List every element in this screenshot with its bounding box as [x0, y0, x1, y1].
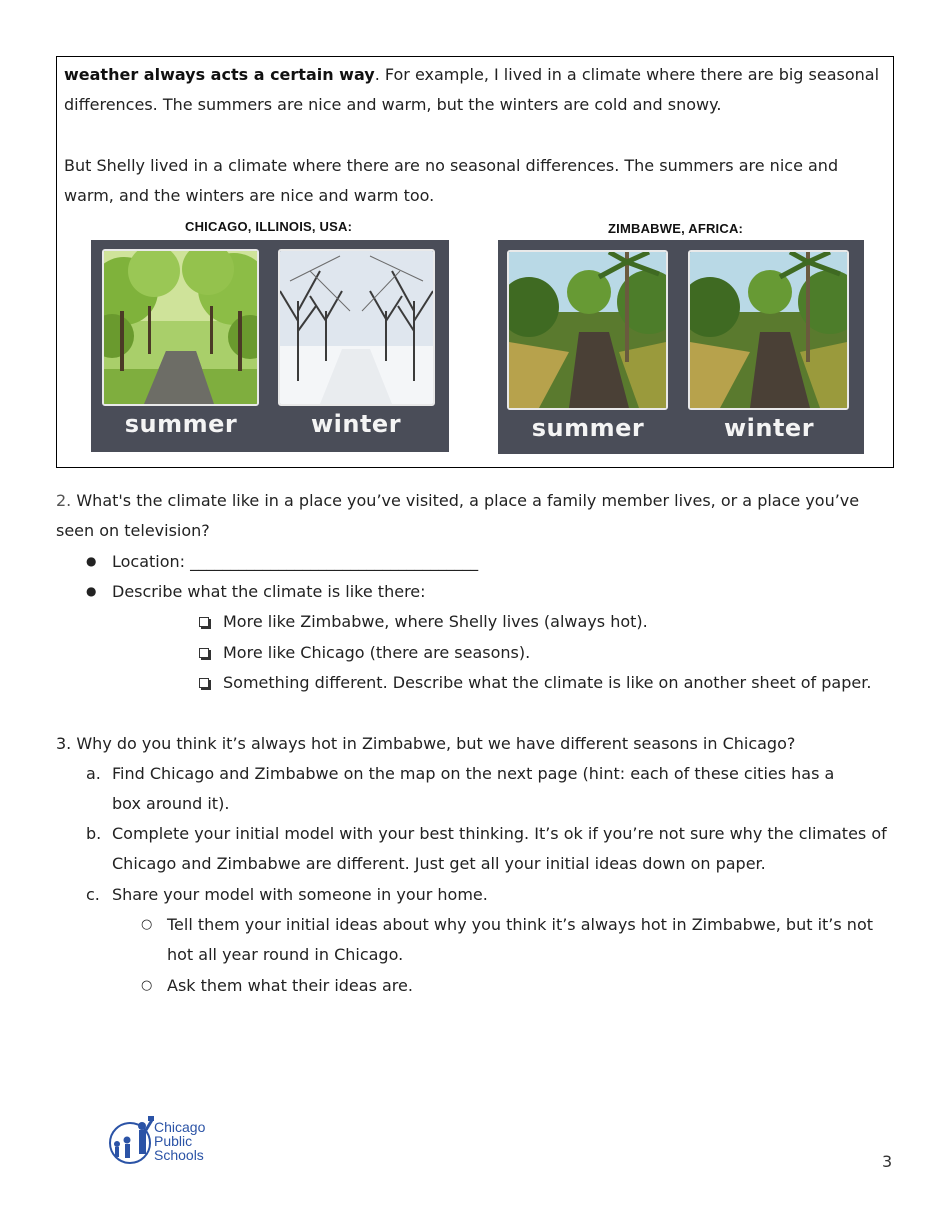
q2-line2: seen on television?	[56, 521, 210, 540]
q3-a-line1: Find Chicago and Zimbabwe on the map on the next page (hint: each of these cities has a	[112, 764, 835, 783]
option-different: Something different. Describe what the climate is like on another sheet of paper.	[223, 673, 872, 692]
location-label: Location:	[112, 552, 191, 571]
logo-line1: Chicago	[154, 1119, 206, 1135]
chicago-winter-label: winter	[310, 410, 402, 438]
bullet-icon: ●	[86, 584, 97, 598]
intro-paragraph-line1	[64, 60, 884, 90]
tropical-path-icon	[690, 252, 847, 408]
logo-line3: Schools	[154, 1147, 204, 1163]
bullet-icon: ●	[86, 554, 97, 568]
checkbox-icon[interactable]	[199, 617, 209, 627]
intro-paragraph-line4: warm, and the winters are nice and warm too.	[64, 186, 435, 205]
q3-b-line1: Complete your initial model with your best thinking. It’s ok if you’re not sure why the climates of	[112, 824, 887, 843]
cps-logo-icon	[108, 1116, 154, 1166]
bold-lead: weather always acts a certain way	[64, 65, 375, 84]
tropical-path-icon	[509, 252, 666, 408]
chicago-summer-photo	[102, 249, 259, 406]
location-blank: ____________________________________	[190, 552, 479, 571]
cps-logo-text	[154, 1120, 205, 1162]
q3-b-marker: b.	[86, 824, 102, 843]
zimbabwe-caption: ZIMBABWE, AFRICA:	[608, 221, 744, 236]
q3-c-line1: Share your model with someone in your home.	[112, 885, 488, 904]
q3-c-sub1-line2: hot all year round in Chicago.	[167, 945, 404, 964]
option-chicago: More like Chicago (there are seasons).	[223, 643, 531, 662]
intro-line1-rest: . For example, I lived in a climate where there are big seasonal	[374, 65, 880, 84]
zimbabwe-winter-photo	[688, 250, 849, 410]
intro-paragraph-line2: differences. The summers are nice and warm, but the winters are cold and snowy.	[64, 95, 722, 114]
q2-line1	[56, 486, 859, 516]
summer-tree-road-icon	[104, 251, 257, 404]
intro-paragraph-line3: But Shelly lived in a climate where there are no seasonal differences. The summers are nice and	[64, 156, 839, 175]
zimbabwe-winter-label: winter	[723, 414, 815, 442]
q3-c-sub2: Ask them what their ideas are.	[167, 976, 413, 995]
logo-line2: Public	[154, 1133, 193, 1149]
circle-bullet-icon: ○	[141, 917, 153, 932]
checkbox-icon[interactable]	[199, 648, 209, 658]
winter-tree-road-icon	[280, 251, 433, 404]
q2-text-line1: What's the climate like in a place you’ve visited, a place a family member lives, or a place you’ve	[71, 491, 860, 510]
q3-c-marker: c.	[86, 885, 100, 904]
option-zimbabwe: More like Zimbabwe, where Shelly lives (always hot).	[223, 612, 648, 631]
circle-bullet-icon: ○	[141, 978, 153, 993]
q3-b-line2: Chicago and Zimbabwe are different. Just get all your initial ideas down on paper.	[112, 854, 766, 873]
chicago-caption: CHICAGO, ILLINOIS, USA:	[185, 219, 353, 234]
chicago-winter-photo	[278, 249, 435, 406]
q3-text: 3. Why do you think it’s always hot in Zimbabwe, but we have different seasons in Chicago?	[56, 734, 796, 753]
describe-label: Describe what the climate is like there:	[112, 582, 426, 601]
checkbox-icon[interactable]	[199, 678, 209, 688]
q3-c-sub1-line1: Tell them your initial ideas about why you think it’s always hot in Zimbabwe, but it’s not	[167, 915, 874, 934]
q3-a-marker: a.	[86, 764, 101, 783]
chicago-summer-label: summer	[124, 410, 238, 438]
location-line	[112, 547, 478, 577]
zimbabwe-summer-photo	[507, 250, 668, 410]
q2-number: 2.	[56, 491, 72, 510]
q3-a-line2: box around it).	[112, 794, 230, 813]
chicago-image-panel	[91, 240, 449, 452]
page-number: 3	[882, 1152, 893, 1171]
zimbabwe-image-panel	[498, 240, 864, 454]
zimbabwe-summer-label: summer	[531, 414, 645, 442]
